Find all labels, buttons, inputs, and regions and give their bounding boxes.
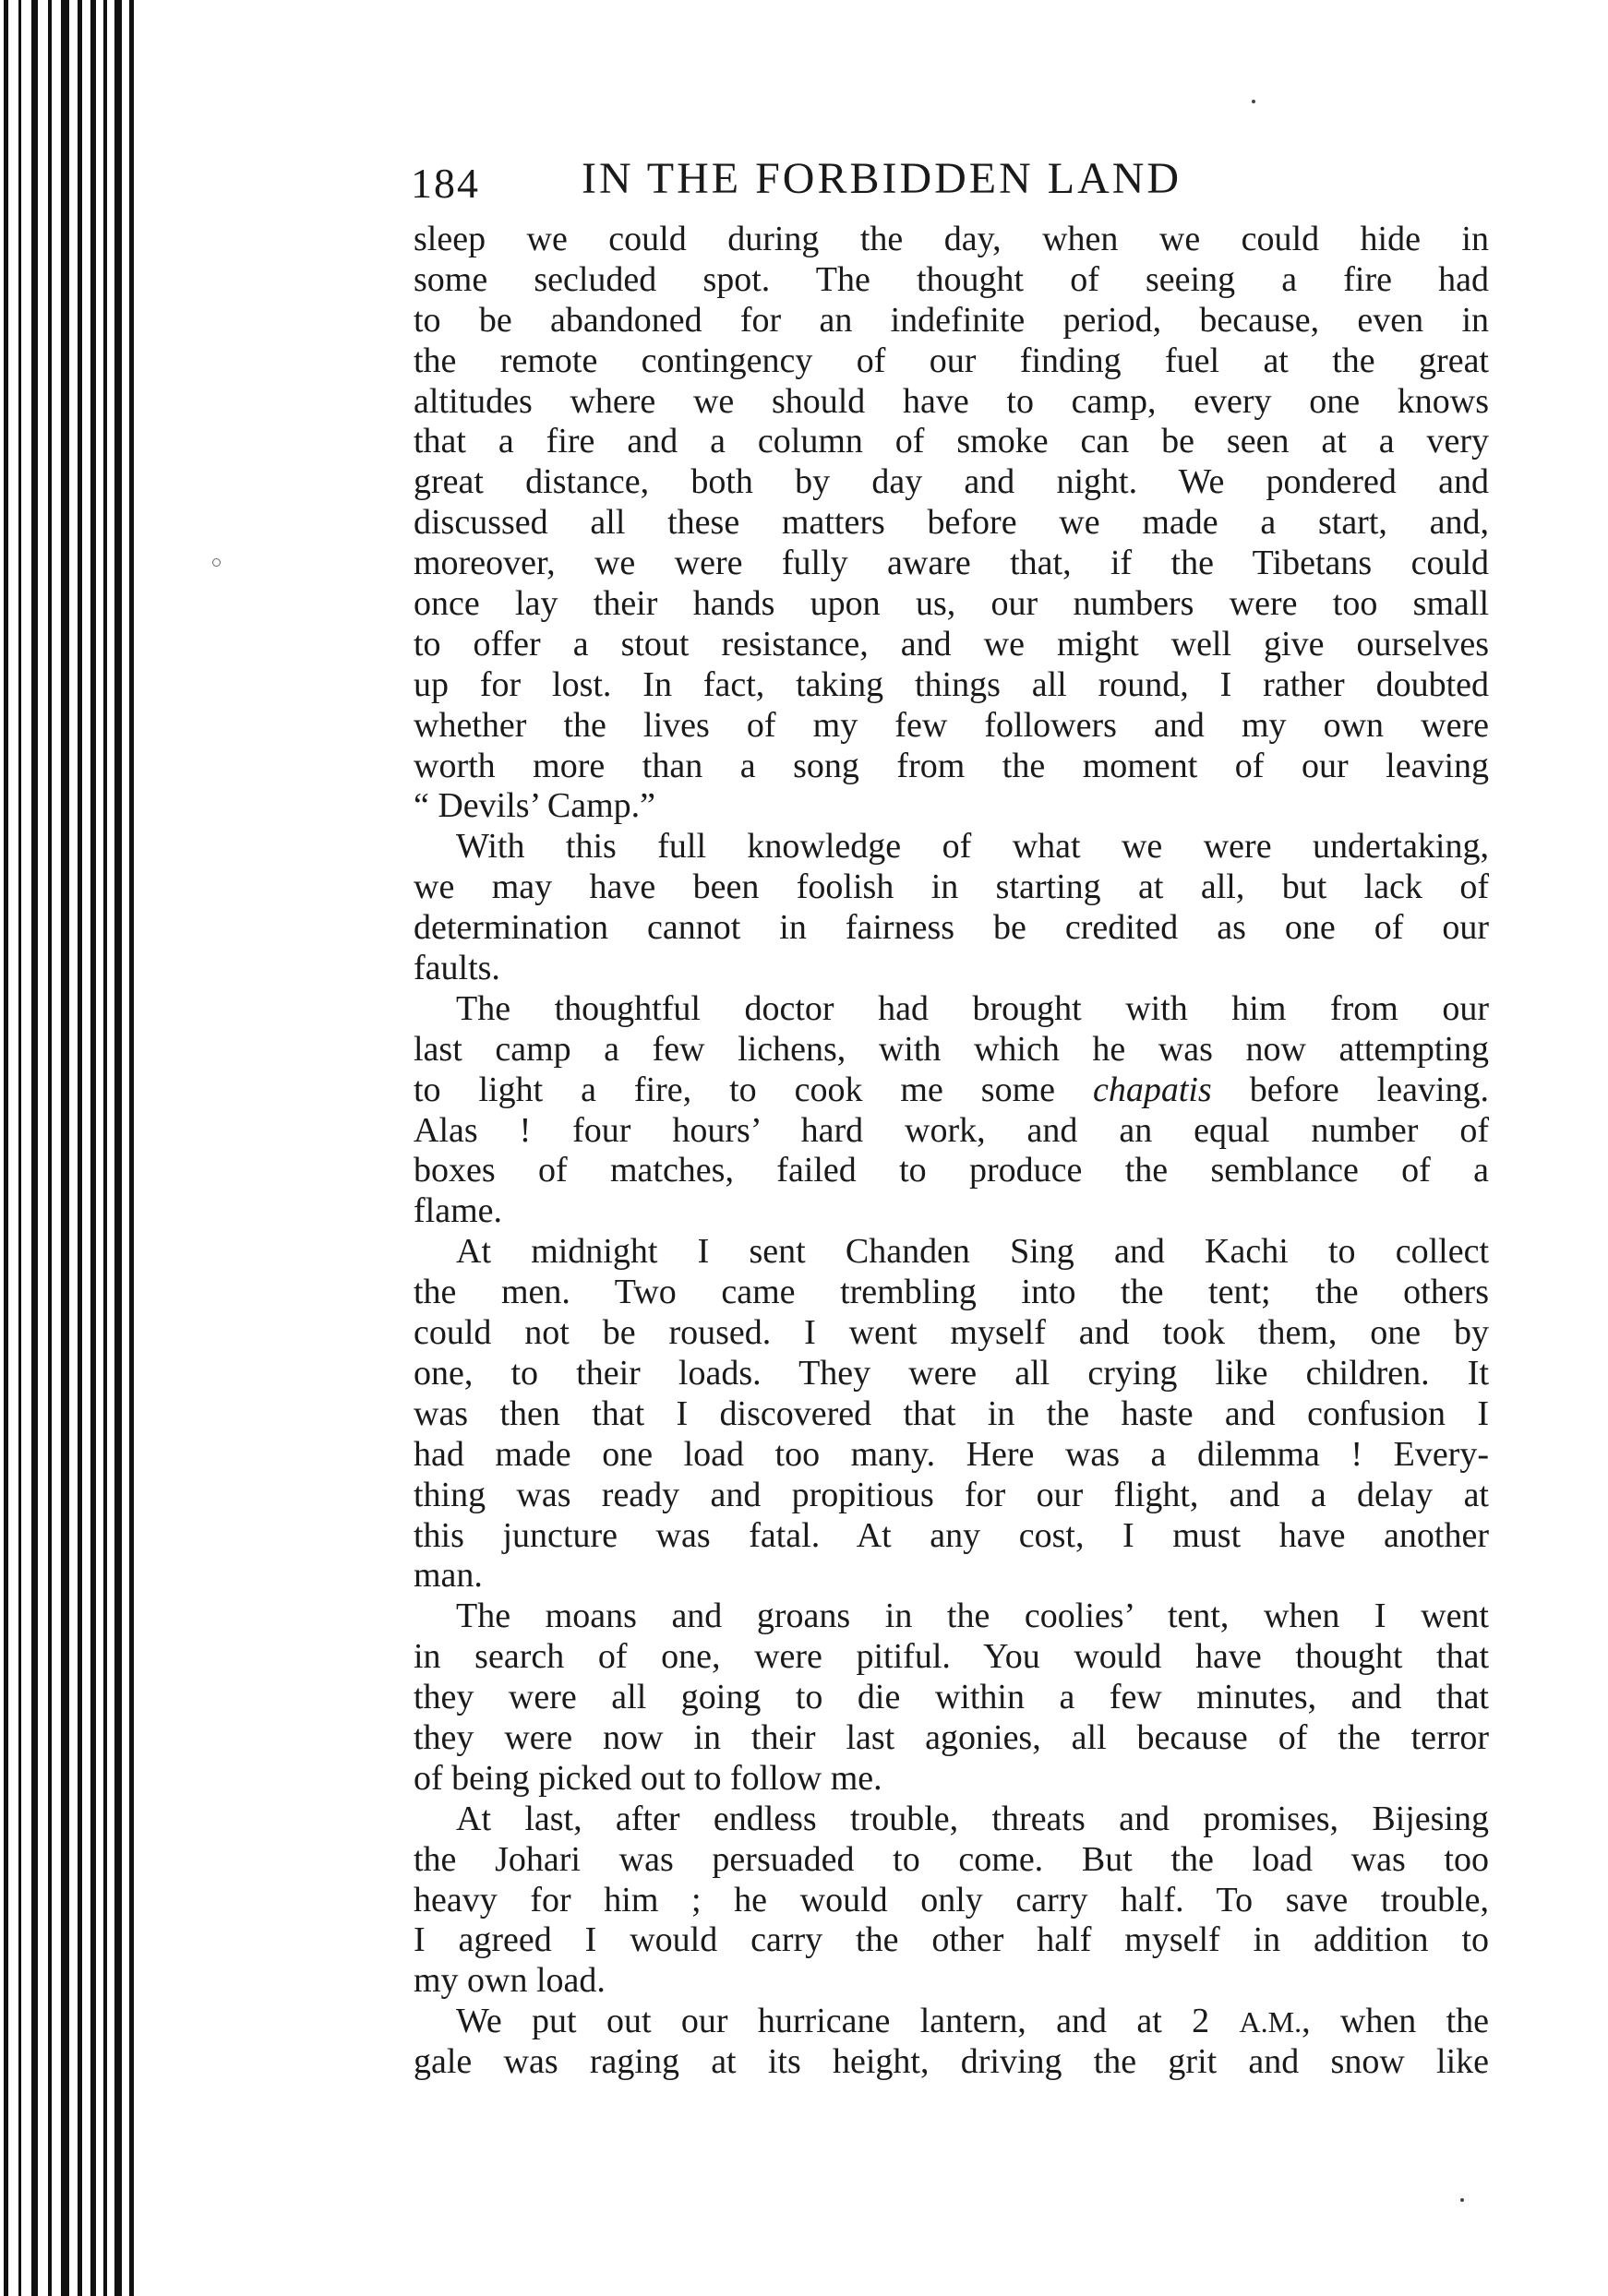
text-line: we may have been foolish in starting at all, but lack of bbox=[414, 867, 1489, 907]
page-speck bbox=[1252, 100, 1255, 103]
text-line: could not be roused. I went myself and took them, one by bbox=[414, 1313, 1489, 1353]
text-line: the remote contingency of our finding fuel at the great bbox=[414, 341, 1489, 380]
text-line: the Johari was persuaded to come. But the load was too bbox=[414, 1839, 1489, 1879]
text-line: boxes of matches, failed to produce the semblance of a bbox=[414, 1151, 1489, 1190]
text-segment: to light a fire, to cook me some bbox=[414, 1070, 1055, 1109]
text-line: the men. Two came trembling into the tent; the others bbox=[414, 1273, 1489, 1312]
text-segment: We put out our hurricane lantern, and at 2 bbox=[456, 2002, 1210, 2041]
text-line: determination cannot in fairness be credited as one of our bbox=[414, 908, 1489, 948]
text-line: gale was raging at its height, driving the grit and snow like bbox=[414, 2042, 1489, 2082]
text-line: this juncture was fatal. At any cost, I must have another bbox=[414, 1515, 1489, 1555]
text-segment: before leaving. bbox=[1249, 1070, 1490, 1109]
binding-gutter bbox=[0, 0, 148, 2296]
running-head: IN THE FORBIDDEN LAND bbox=[582, 154, 1182, 203]
text-line: moreover, we were fully aware that, if the Tibetans could bbox=[414, 544, 1489, 583]
text-line: they were all going to die within a few minutes, and that bbox=[414, 1678, 1489, 1717]
text-line: “ Devils’ Camp.” bbox=[414, 786, 656, 826]
text-line: I agreed I would carry the other half myself in addition to bbox=[414, 1920, 1489, 1960]
text-line: thing was ready and propitious for our flight, and a delay at bbox=[414, 1475, 1489, 1514]
paragraph-start-line: The thoughtful doctor had brought with him from our bbox=[456, 988, 1489, 1028]
text-line: discussed all these matters before we made a start, and, bbox=[414, 503, 1489, 543]
text-line: my own load. bbox=[414, 1961, 606, 2001]
italic-term: chapatis bbox=[1092, 1070, 1212, 1109]
text-line: man. bbox=[414, 1556, 483, 1596]
gutter-stroke bbox=[78, 0, 82, 2296]
text-line: to be abandoned for an indefinite period, because, even in bbox=[414, 300, 1489, 340]
text-line: whether the lives of my few followers and my own were bbox=[414, 705, 1489, 745]
text-line: altitudes where we should have to camp, every one knows bbox=[414, 381, 1489, 421]
time-abbreviation: A.M. bbox=[1239, 2005, 1302, 2039]
text-line: of being picked out to follow me. bbox=[414, 1758, 882, 1798]
text-line: worth more than a song from the moment of our leaving bbox=[414, 746, 1489, 785]
gutter-stroke bbox=[129, 0, 134, 2296]
text-line: heavy for him ; he would only carry half. To save trouble, bbox=[414, 1880, 1489, 1919]
paragraph-start-line bbox=[414, 2002, 1489, 2042]
paragraph-start-line: With this full knowledge of what we were undertaking, bbox=[456, 827, 1489, 867]
page-speck bbox=[212, 558, 221, 567]
text-segment: , when the bbox=[1302, 2002, 1490, 2041]
gutter-stroke bbox=[48, 0, 52, 2296]
gutter-stroke bbox=[4, 0, 8, 2296]
paragraph-start-line: The moans and groans in the coolies’ tent, when I went bbox=[456, 1596, 1489, 1636]
gutter-stroke bbox=[103, 0, 107, 2296]
gutter-stroke bbox=[61, 0, 69, 2296]
gutter-stroke bbox=[18, 0, 21, 2296]
text-line: last camp a few lichens, with which he was now attempting bbox=[414, 1029, 1489, 1069]
text-line: flame. bbox=[414, 1191, 503, 1231]
page-speck bbox=[1460, 2198, 1464, 2202]
page-header bbox=[411, 148, 1500, 212]
gutter-stroke bbox=[114, 0, 122, 2296]
text-line: that a fire and a column of smoke can be seen at a very bbox=[414, 422, 1489, 461]
text-line: to offer a stout resistance, and we might well give ourselves bbox=[414, 624, 1489, 664]
text-line: one, to their loads. They were all crying like children. It bbox=[414, 1353, 1489, 1393]
text-line bbox=[414, 1070, 1489, 1111]
gutter-stroke bbox=[90, 0, 96, 2296]
body-text bbox=[414, 220, 1489, 2083]
text-line: great distance, both by day and night. We pondered and bbox=[414, 462, 1489, 502]
text-line: faults. bbox=[414, 949, 500, 988]
gutter-stroke bbox=[31, 0, 38, 2296]
text-line: was then that I discovered that in the haste and confusion I bbox=[414, 1393, 1489, 1433]
text-line: they were now in their last agonies, all because of the terror bbox=[414, 1717, 1489, 1757]
text-line: had made one load too many. Here was a dilemma ! Every- bbox=[414, 1434, 1489, 1474]
text-line: in search of one, were pitiful. You would have thought that bbox=[414, 1637, 1489, 1677]
paragraph-start-line: At last, after endless trouble, threats and promises, Bijesing bbox=[456, 1799, 1489, 1838]
text-line: sleep we could during the day, when we could hide in bbox=[414, 220, 1489, 258]
page-number: 184 bbox=[411, 160, 480, 207]
text-line: once lay their hands upon us, our numbers were too small bbox=[414, 584, 1489, 624]
paragraph-start-line: At midnight I sent Chanden Sing and Kachi to collect bbox=[456, 1232, 1489, 1272]
text-line: up for lost. In fact, taking things all round, I rather doubted bbox=[414, 664, 1489, 704]
text-line: some secluded spot. The thought of seeing a fire had bbox=[414, 259, 1489, 299]
text-line: Alas ! four hours’ hard work, and an equal number of bbox=[414, 1110, 1489, 1150]
